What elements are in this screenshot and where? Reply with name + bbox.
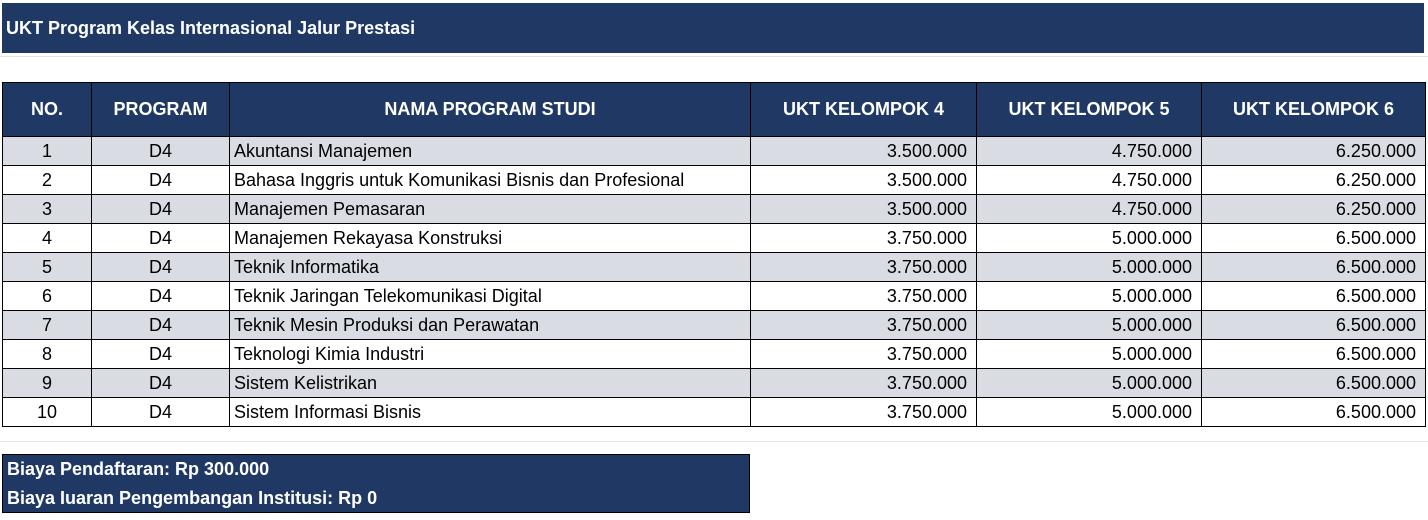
cell-program[interactable]: D4 [92,253,230,282]
cell-study-program-name[interactable]: Manajemen Pemasaran [230,195,751,224]
table-row [3,340,1426,369]
cell-no[interactable]: 5 [3,253,92,282]
cell-ukt-group-6[interactable]: 6.250.000 [1202,166,1426,195]
cell-ukt-group-4[interactable]: 3.750.000 [751,311,977,340]
cell-no[interactable]: 2 [3,166,92,195]
registration-fee[interactable]: Biaya Pendaftaran: Rp 300.000 [7,459,270,479]
cell-program[interactable]: D4 [92,340,230,369]
cell-ukt-group-6[interactable]: 6.500.000 [1202,369,1426,398]
table-row [3,166,1426,195]
cell-ukt-group-5[interactable]: 5.000.000 [977,224,1202,253]
cell-program[interactable]: D4 [92,398,230,427]
cell-no[interactable]: 7 [3,311,92,340]
table-row [3,137,1426,166]
table-body [3,137,1426,427]
cell-ukt-group-6[interactable]: 6.250.000 [1202,137,1426,166]
cell-ukt-group-6[interactable]: 6.500.000 [1202,282,1426,311]
cell-ukt-group-4[interactable]: 3.750.000 [751,369,977,398]
cell-ukt-group-4[interactable]: 3.500.000 [751,195,977,224]
header-program[interactable]: PROGRAM [92,83,230,137]
table-row [3,282,1426,311]
sheet-title: UKT Program Kelas Internasional Jalur Prestasi [2,3,1424,53]
table-row [3,195,1426,224]
cell-ukt-group-4[interactable]: 3.750.000 [751,224,977,253]
header-no[interactable]: NO. [3,83,92,137]
cell-no[interactable]: 10 [3,398,92,427]
cell-program[interactable]: D4 [92,166,230,195]
cell-program[interactable]: D4 [92,224,230,253]
cell-study-program-name[interactable]: Teknik Jaringan Telekomunikasi Digital [230,282,751,311]
table-row [3,398,1426,427]
cell-program[interactable]: D4 [92,369,230,398]
cell-study-program-name[interactable]: Teknik Mesin Produksi dan Perawatan [230,311,751,340]
development-fee[interactable]: Biaya Iuaran Pengembangan Institusi: Rp 0 [7,488,378,508]
table-row [3,369,1426,398]
cell-study-program-name[interactable]: Bahasa Inggris untuk Komunikasi Bisnis dan Profesional [230,166,751,195]
cell-ukt-group-4[interactable]: 3.500.000 [751,166,977,195]
cell-ukt-group-5[interactable]: 5.000.000 [977,253,1202,282]
cell-ukt-group-5[interactable]: 4.750.000 [977,195,1202,224]
cell-ukt-group-5[interactable]: 5.000.000 [977,398,1202,427]
header-ukt-group-4[interactable]: UKT KELOMPOK 4 [751,83,977,137]
cell-ukt-group-4[interactable]: 3.750.000 [751,340,977,369]
cell-ukt-group-4[interactable]: 3.750.000 [751,282,977,311]
table-header-row [3,83,1426,137]
cell-ukt-group-5[interactable]: 5.000.000 [977,369,1202,398]
cell-no[interactable]: 4 [3,224,92,253]
table-row [3,253,1426,282]
cell-ukt-group-6[interactable]: 6.500.000 [1202,224,1426,253]
cell-study-program-name[interactable]: Teknik Informatika [230,253,751,282]
cell-no[interactable]: 1 [3,137,92,166]
header-study-program-name[interactable]: NAMA PROGRAM STUDI [230,83,751,137]
cell-ukt-group-5[interactable]: 5.000.000 [977,340,1202,369]
header-ukt-group-5[interactable]: UKT KELOMPOK 5 [977,83,1202,137]
table-row [3,311,1426,340]
cell-ukt-group-6[interactable]: 6.500.000 [1202,253,1426,282]
cell-program[interactable]: D4 [92,311,230,340]
cell-ukt-group-5[interactable]: 4.750.000 [977,166,1202,195]
cell-ukt-group-4[interactable]: 3.750.000 [751,253,977,282]
cell-program[interactable]: D4 [92,282,230,311]
header-ukt-group-6[interactable]: UKT KELOMPOK 6 [1202,83,1426,137]
cell-ukt-group-6[interactable]: 6.250.000 [1202,195,1426,224]
cell-study-program-name[interactable]: Teknologi Kimia Industri [230,340,751,369]
cell-study-program-name[interactable]: Sistem Kelistrikan [230,369,751,398]
cell-ukt-group-5[interactable]: 5.000.000 [977,282,1202,311]
gridline [0,56,1428,57]
fee-summary [2,454,750,513]
cell-ukt-group-4[interactable]: 3.500.000 [751,137,977,166]
cell-ukt-group-6[interactable]: 6.500.000 [1202,340,1426,369]
ukt-table [2,82,1426,427]
cell-program[interactable]: D4 [92,195,230,224]
table-row [3,224,1426,253]
cell-no[interactable]: 8 [3,340,92,369]
cell-study-program-name[interactable]: Manajemen Rekayasa Konstruksi [230,224,751,253]
cell-ukt-group-6[interactable]: 6.500.000 [1202,311,1426,340]
cell-ukt-group-4[interactable]: 3.750.000 [751,398,977,427]
cell-study-program-name[interactable]: Sistem Informasi Bisnis [230,398,751,427]
cell-no[interactable]: 6 [3,282,92,311]
cell-no[interactable]: 3 [3,195,92,224]
cell-ukt-group-5[interactable]: 4.750.000 [977,137,1202,166]
cell-study-program-name[interactable]: Akuntansi Manajemen [230,137,751,166]
cell-ukt-group-6[interactable]: 6.500.000 [1202,398,1426,427]
cell-no[interactable]: 9 [3,369,92,398]
cell-ukt-group-5[interactable]: 5.000.000 [977,311,1202,340]
gridline [0,441,1428,442]
cell-program[interactable]: D4 [92,137,230,166]
